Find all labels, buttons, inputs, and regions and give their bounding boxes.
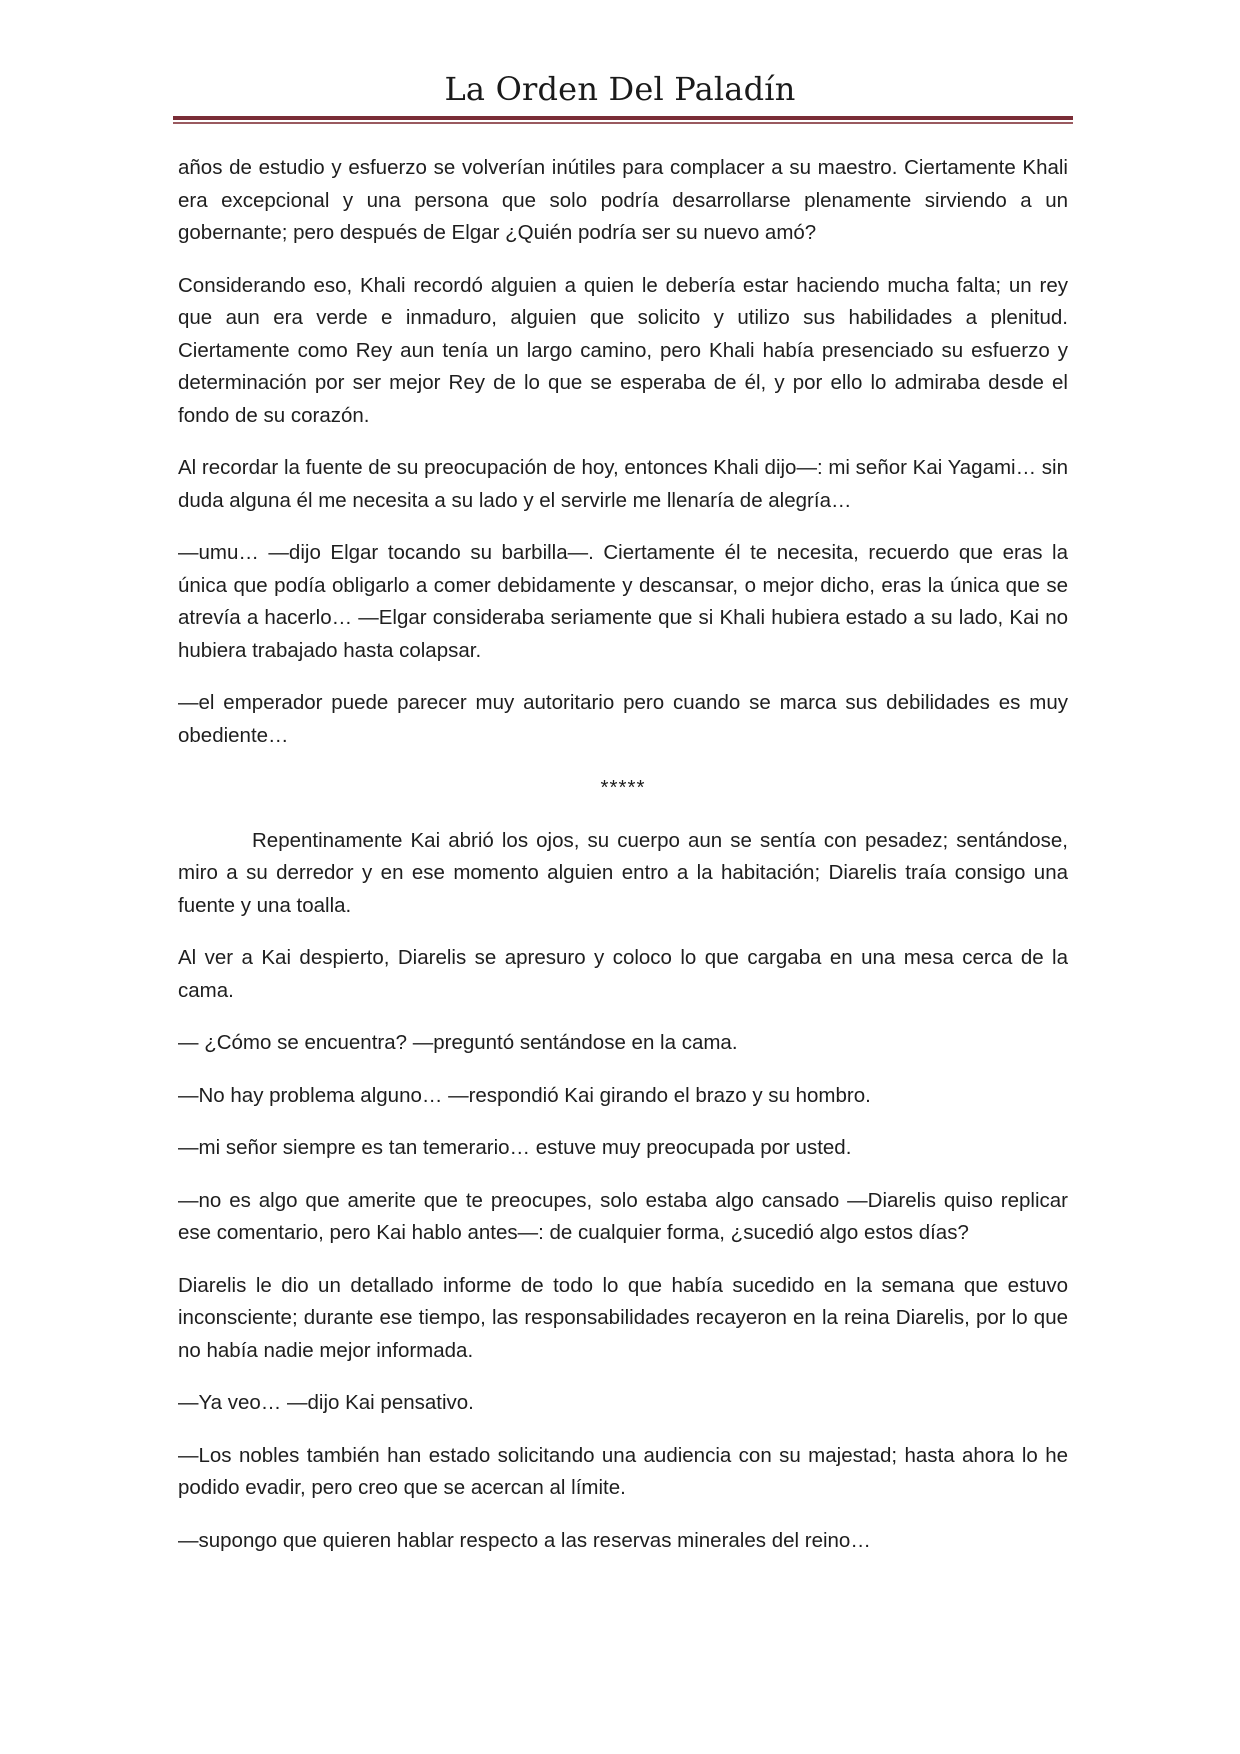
paragraph: —mi señor siempre es tan temerario… estuve muy preocupada por usted.	[178, 1136, 852, 1159]
paragraph: años de estudio y esfuerzo se volverían inútiles para complacer a su maestro. Ciertamente Khali era excepcional y una persona que solo podría desarrollarse plenamente sirviendo a un gobernante; pero después de Elgar ¿Quién podría ser su nuevo amó?	[178, 156, 1068, 244]
paragraph: —supongo que quieren hablar respecto a las reservas minerales del reino…	[178, 1528, 871, 1552]
paragraph: Al recordar la fuente de su preocupación de hoy, entonces Khali dijo—: mi señor Kai Yagami… sin duda alguna él me necesita a su lado y el servirle me llenaría de alegría…	[178, 456, 1068, 512]
paragraph: —Ya veo… —dijo Kai pensativo.	[178, 1391, 474, 1414]
body-text	[178, 152, 1068, 1577]
header-rule	[173, 116, 1073, 124]
scene-separator: *****	[600, 776, 646, 799]
header-rule-thin	[173, 122, 1073, 124]
paragraph: — ¿Cómo se encuentra? —preguntó sentándose en la cama.	[178, 1031, 738, 1054]
paragraph: —no es algo que amerite que te preocupes, solo estaba algo cansado —Diarelis quiso replicar ese comentario, pero Kai hablo antes—: de cualquier forma, ¿sucedió algo estos días?	[178, 1188, 1068, 1244]
paragraph: Al ver a Kai despierto, Diarelis se apresuro y coloco lo que cargaba en una mesa cerca de la cama.	[178, 946, 1068, 1002]
paragraph: Considerando eso, Khali recordó alguien a quien le debería estar haciendo mucha falta; un rey que aun era verde e inmaduro, alguien que solicito y utilizo sus habilidades a plenitud. Ciertamente como Rey aun tenía un largo camino, pero Khali había presenciado su esfuerzo y determinación por ser mejor Rey de lo que se esperaba de él, y por ello lo admiraba desde el fondo de su corazón.	[178, 273, 1068, 427]
paragraph: —el emperador puede parecer muy autoritario pero cuando se marca sus debilidades es muy obediente…	[178, 691, 1068, 747]
paragraph: Diarelis le dio un detallado informe de todo lo que había sucedido en la semana que estuvo inconsciente; durante ese tiempo, las responsabilidades recayeron en la reina Diarelis, por lo que no había nadie mejor informada.	[178, 1273, 1068, 1362]
paragraph: Repentinamente Kai abrió los ojos, su cuerpo aun se sentía con pesadez; sentándose, miro a su derredor y en ese momento alguien entro a la habitación; Diarelis traía consigo una fuente y una toalla.	[178, 828, 1068, 917]
page-title: La Orden Del Paladín	[444, 70, 796, 108]
paragraph: —umu… —dijo Elgar tocando su barbilla—. Ciertamente él te necesita, recuerdo que eras la única que podía obligarlo a comer debidamente y descansar, o mejor dicho, eras la única que se atrevía a hacerlo… —Elgar consideraba seriamente que si Khali hubiera estado a su lado, Kai no hubiera trabajado hasta colapsar.	[178, 541, 1068, 662]
paragraph: —Los nobles también han estado solicitando una audiencia con su majestad; hasta ahora lo he podido evadir, pero creo que se acercan al límite.	[178, 1443, 1068, 1499]
paragraph: —No hay problema alguno… —respondió Kai girando el brazo y su hombro.	[178, 1083, 871, 1107]
